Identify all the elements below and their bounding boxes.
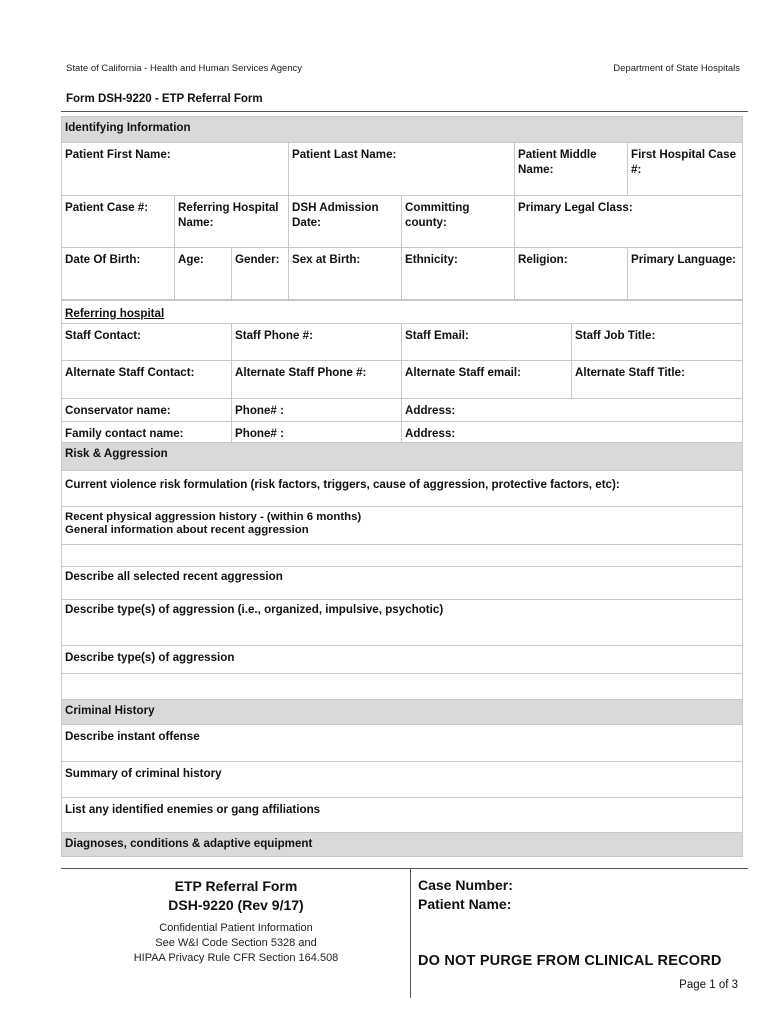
section-identifying: Identifying Information	[62, 117, 743, 143]
staff-contact-field[interactable]: Staff Contact:	[62, 324, 232, 361]
referring-hospital-name-field[interactable]: Referring Hospital Name:	[175, 196, 289, 248]
religion-field[interactable]: Religion:	[515, 248, 628, 300]
footer-form-revision: DSH-9220 (Rev 9/17)	[168, 897, 304, 913]
footer-case-info	[418, 876, 748, 914]
recent-aggression-history-label: Recent physical aggression history - (within 6 months)	[65, 511, 362, 523]
enemies-gang-affiliations-field[interactable]: List any identified enemies or gang affiliations	[62, 798, 743, 833]
patient-case-field[interactable]: Patient Case #:	[62, 196, 175, 248]
staff-phone-field[interactable]: Staff Phone #:	[232, 324, 402, 361]
conservator-address-field[interactable]: Address:	[402, 399, 743, 422]
section-criminal-history: Criminal History	[62, 700, 743, 725]
title-rule	[61, 111, 748, 112]
section-diagnoses: Diagnoses, conditions & adaptive equipment	[62, 833, 743, 857]
section-referring-hospital: Referring hospital	[62, 301, 743, 324]
recent-aggression-history-field[interactable]	[62, 507, 743, 545]
ethnicity-field[interactable]: Ethnicity:	[402, 248, 515, 300]
footer-case-number-field[interactable]: Case Number:	[418, 877, 513, 893]
referring-hospital-table	[61, 300, 743, 444]
alt-staff-phone-field[interactable]: Alternate Staff Phone #:	[232, 361, 402, 399]
family-phone-field[interactable]: Phone# :	[232, 422, 402, 444]
sex-at-birth-field[interactable]: Sex at Birth:	[289, 248, 402, 300]
primary-legal-class-field[interactable]: Primary Legal Class:	[515, 196, 743, 248]
describe-aggression-types-examples-field[interactable]: Describe type(s) of aggression (i.e., organized, impulsive, psychotic)	[62, 600, 743, 646]
footer-divider	[410, 868, 411, 998]
footer-hipaa: HIPAA Privacy Rule CFR Section 164.508	[133, 952, 339, 964]
recent-aggression-blank-row[interactable]	[62, 545, 743, 567]
criminal-history-summary-field[interactable]: Summary of criminal history	[62, 762, 743, 798]
date-of-birth-field[interactable]: Date Of Birth:	[62, 248, 175, 300]
patient-last-name-field[interactable]: Patient Last Name:	[289, 143, 515, 196]
footer-patient-name-field[interactable]: Patient Name:	[418, 896, 512, 912]
department-header: Department of State Hospitals	[613, 63, 740, 74]
describe-aggression-types-field[interactable]: Describe type(s) of aggression	[62, 646, 743, 674]
family-contact-name-field[interactable]: Family contact name:	[62, 422, 232, 444]
do-not-purge-notice: DO NOT PURGE FROM CLINICAL RECORD	[418, 953, 722, 969]
identifying-table	[61, 116, 743, 300]
page-number: Page 1 of 3	[679, 979, 738, 991]
describe-selected-aggression-field[interactable]: Describe all selected recent aggression	[62, 567, 743, 600]
patient-middle-name-field[interactable]: Patient Middle Name:	[515, 143, 628, 196]
alt-staff-email-field[interactable]: Alternate Staff email:	[402, 361, 572, 399]
footer-form-info	[61, 868, 411, 966]
age-field[interactable]: Age:	[175, 248, 232, 300]
dsh-admission-date-field[interactable]: DSH Admission Date:	[289, 196, 402, 248]
staff-job-title-field[interactable]: Staff Job Title:	[572, 324, 743, 361]
family-address-field[interactable]: Address:	[402, 422, 743, 444]
instant-offense-field[interactable]: Describe instant offense	[62, 725, 743, 762]
staff-email-field[interactable]: Staff Email:	[402, 324, 572, 361]
gender-field[interactable]: Gender:	[232, 248, 289, 300]
risk-table	[61, 442, 743, 857]
aggression-types-blank-row[interactable]	[62, 674, 743, 700]
patient-first-name-field[interactable]: Patient First Name:	[62, 143, 289, 196]
conservator-name-field[interactable]: Conservator name:	[62, 399, 232, 422]
agency-header: State of California - Health and Human Services Agency	[66, 63, 303, 74]
alt-staff-contact-field[interactable]: Alternate Staff Contact:	[62, 361, 232, 399]
primary-language-field[interactable]: Primary Language:	[628, 248, 743, 300]
footer-form-title: ETP Referral Form	[174, 878, 298, 894]
violence-risk-formulation-field[interactable]: Current violence risk formulation (risk factors, triggers, cause of aggression, protective factors, etc):	[62, 471, 743, 507]
alt-staff-title-field[interactable]: Alternate Staff Title:	[572, 361, 743, 399]
recent-aggression-general-label: General information about recent aggression	[65, 524, 309, 536]
section-risk-aggression: Risk & Aggression	[62, 443, 743, 471]
form-title: Form DSH-9220 - ETP Referral Form	[66, 93, 263, 105]
committing-county-field[interactable]: Committing county:	[402, 196, 515, 248]
footer-confidential: Confidential Patient Information	[159, 922, 313, 934]
footer-code-section: See W&I Code Section 5328 and	[155, 937, 317, 949]
first-hospital-case-field[interactable]: First Hospital Case #:	[628, 143, 743, 196]
conservator-phone-field[interactable]: Phone# :	[232, 399, 402, 422]
